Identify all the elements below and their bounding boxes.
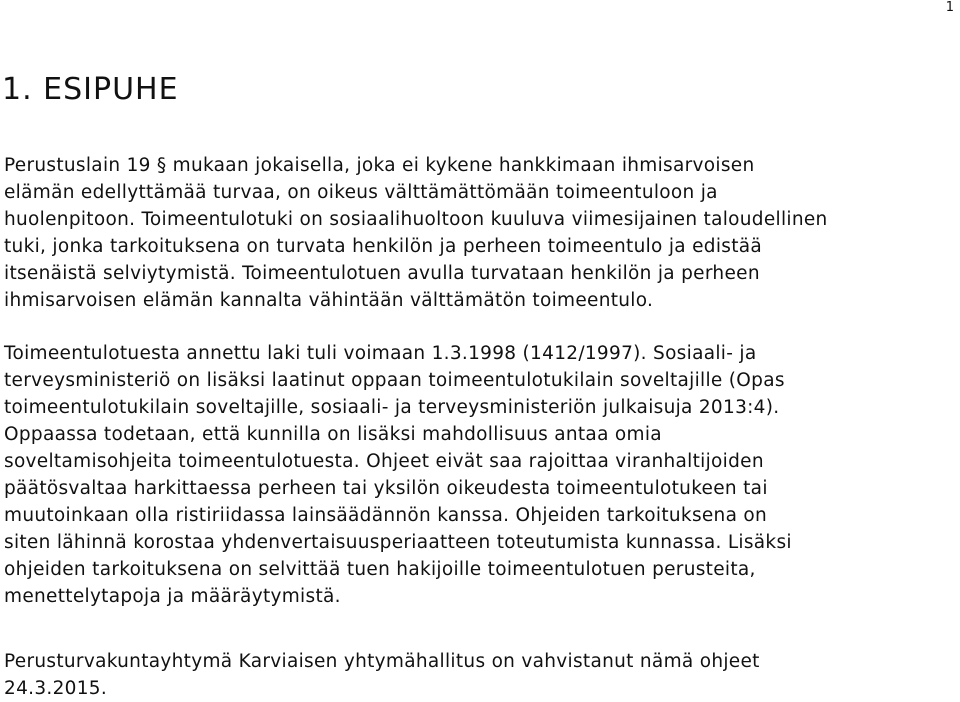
page-number: 1 bbox=[945, 0, 954, 15]
paragraph-intro: Perustuslain 19 § mukaan jokaisella, joka ei kykene hankkimaan ihmisarvoisen elämän edellyttämää turvaa, on oikeus välttämättömään toimeentuloon ja huolenpitoon. Toimeentulotuki on sosiaalihuoltoon kuuluva viimesijainen taloudellinen tuki, jonka tarkoituksena on turvata henkilön ja perheen toimeentulo ja edistää itsenäistä selviytymistä. Toimeentulotuen avulla turvataan henkilön ja perheen ihmisarvoisen elämän kannalta vähintään välttämätön toimeentulo. bbox=[4, 155, 828, 311]
paragraph-law: Toimeentulotuesta annettu laki tuli voimaan 1.3.1998 (1412/1997). Sosiaali- ja terveysministeriö on lisäksi laatinut oppaan toimeentulotukilain soveltajille (Opas toimeentulotukilain soveltajille, sosiaali- ja terveysministeriön julkaisuja 2013:4). Oppaassa todetaan, että kunnilla on lisäksi mahdollisuus antaa omia soveltamisohjeita toimeentulotuesta. Ohjeet eivät saa rajoittaa viranhaltijoiden päätösvaltaa harkittaessa perheen tai yksilön oikeudesta toimeentulotukeen tai muutoinkaan olla ristiriidassa lainsäädännön kanssa. Ohjeiden tarkoituksena on siten lähinnä korostaa yhdenvertaisuusperiaatteen toteutumista kunnassa. Lisäksi ohjeiden tarkoituksena on selvittää tuen hakijoille toimeentulotuen perusteita, menettelytapoja ja määräytymistä. bbox=[4, 343, 792, 607]
section-heading: 1. ESIPUHE bbox=[2, 72, 179, 107]
paragraph-approval: Perusturvakuntayhtymä Karviaisen yhtymähallitus on vahvistanut nämä ohjeet 24.3.2015. bbox=[4, 651, 760, 699]
